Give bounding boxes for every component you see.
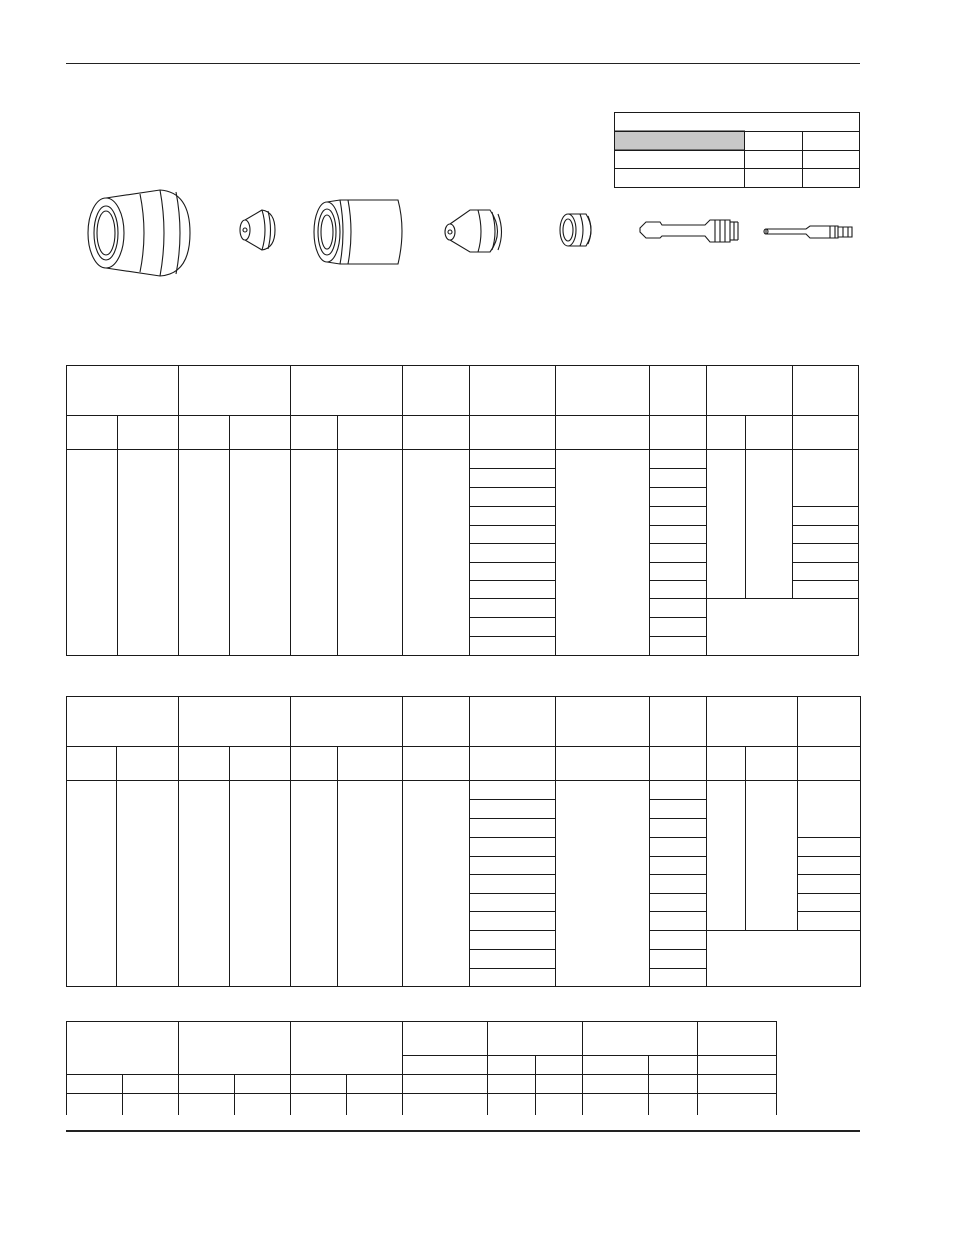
retaining-cap-drawing [314,200,402,264]
nozzle-drawing [445,210,502,252]
summary-table [0,1015,954,1115]
electrode-drawing [640,220,738,242]
swirl-ring-drawing [560,214,591,246]
shield-cap-drawing [240,210,275,250]
cut-chart-1 [0,360,954,660]
cut-chart-2 [0,691,954,991]
water-tube-drawing [764,226,852,238]
shield-drawing [88,190,190,276]
legend-table [0,0,954,200]
consumables-illustration [0,180,954,290]
bottom-rule [66,1130,860,1132]
